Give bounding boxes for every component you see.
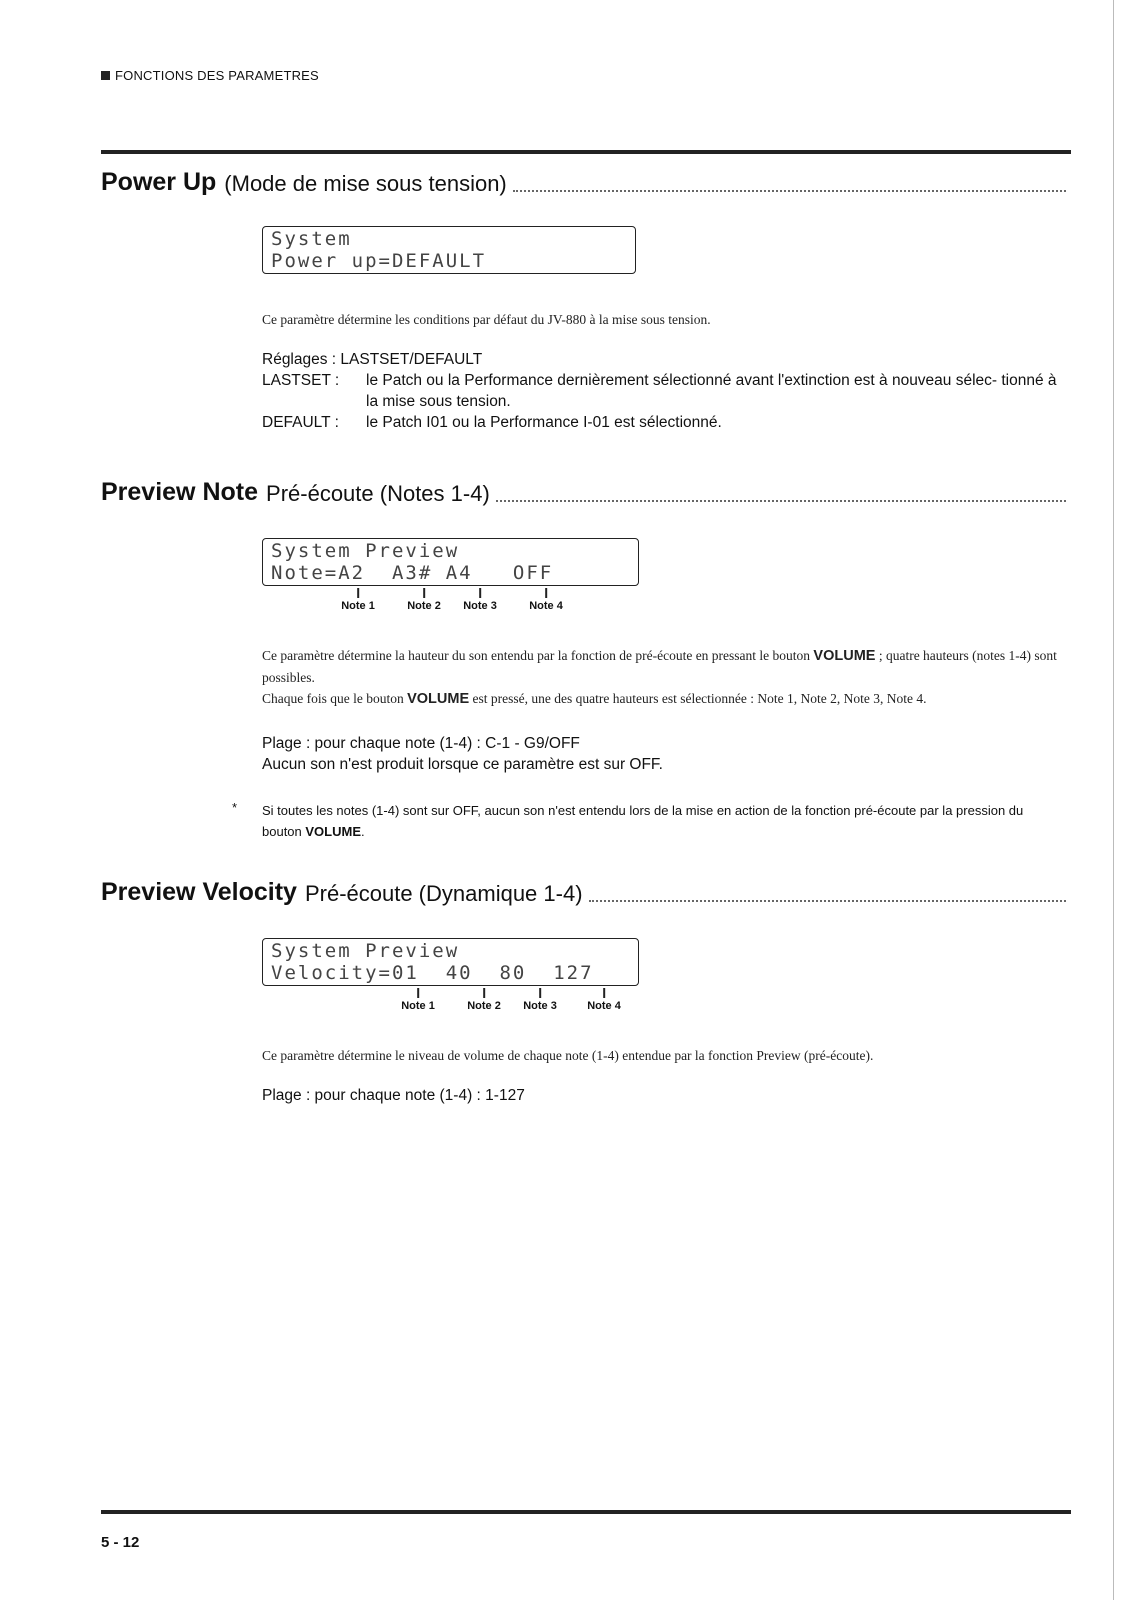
marker-tick xyxy=(417,988,419,998)
lcd-line-2: Power up=DEFAULT xyxy=(271,250,487,272)
marker-label: Note 4 xyxy=(587,1000,621,1012)
definition-row xyxy=(262,412,1062,433)
range-block xyxy=(262,733,1062,775)
marker-label: Note 1 xyxy=(401,1000,435,1012)
marker-tick xyxy=(479,588,481,598)
range-note: Aucun son n'est produit lorsque ce paramètre est sur OFF. xyxy=(262,756,663,773)
marker-label: Note 4 xyxy=(529,600,563,612)
lcd-line-2: Velocity=01 40 80 127 xyxy=(271,962,594,984)
lcd-display xyxy=(262,226,636,274)
bottom-rule xyxy=(101,1510,1071,1514)
text-span: Ce paramètre détermine la hauteur du son entendu par la fonction de pré-écoute en pressant le bouton xyxy=(262,648,814,663)
marker-label: Note 2 xyxy=(407,600,441,612)
definition-key: DEFAULT : xyxy=(262,414,339,431)
description-paragraph-2 xyxy=(262,688,1062,710)
dot-leader xyxy=(513,189,1066,192)
range-line: Plage : pour chaque note (1-4) : 1-127 xyxy=(262,1087,525,1104)
page-number: 5 - 12 xyxy=(101,1534,140,1551)
lcd-line-2: Note=A2 A3# A4 OFF xyxy=(271,562,554,584)
note-marker xyxy=(529,588,563,612)
description: Ce paramètre détermine les conditions par défaut du JV-880 à la mise sous tension. xyxy=(262,312,711,327)
note-marker xyxy=(463,588,497,612)
volume-keyword: VOLUME xyxy=(813,648,876,664)
text-span: Chaque fois que le bouton xyxy=(262,691,408,706)
marker-label: Note 3 xyxy=(463,600,497,612)
marker-label: Note 3 xyxy=(523,1000,557,1012)
section-title-sub: Pré-écoute (Dynamique 1-4) xyxy=(304,881,583,906)
description-paragraph-1 xyxy=(262,645,1062,688)
preview-velocity-title xyxy=(101,878,1066,907)
section-title-bold: Preview Note xyxy=(101,478,259,506)
volume-keyword: VOLUME xyxy=(407,691,470,707)
marker-tick xyxy=(539,988,541,998)
text-span: Si toutes les notes (1-4) sont sur OFF, aucun son n'est entendu lors de la mise en action de la fonction pré-écoute par la pression du bouton xyxy=(262,803,1024,839)
text-span: . xyxy=(361,824,365,839)
square-bullet-icon xyxy=(101,71,110,80)
section-title-bold: Power Up xyxy=(101,168,217,196)
settings-block xyxy=(262,349,1062,433)
definition-value: le Patch ou la Performance dernièrement sélectionné avant l'extinction est à nouveau sélec- tionné à la mise sous tension. xyxy=(366,372,1057,410)
settings-line: Réglages : LASTSET/DEFAULT xyxy=(262,351,483,368)
marker-tick xyxy=(423,588,425,598)
footnote xyxy=(262,800,1062,842)
definition-value: le Patch I01 ou la Performance I-01 est sélectionné. xyxy=(366,414,722,431)
text-span: est pressé, une des quatre hauteurs est sélectionnée : Note 1, Note 2, Note 3, Note 4. xyxy=(469,691,927,706)
section-title-sub: (Mode de mise sous tension) xyxy=(224,171,507,196)
marker-tick xyxy=(357,588,359,598)
note-marker xyxy=(341,588,375,612)
lcd-line-1: System Preview xyxy=(271,540,460,562)
text-span: ; quatre hauteurs (notes 1-4) sont possibles. xyxy=(262,648,1057,685)
section-title-sub: Pré-écoute (Notes 1-4) xyxy=(266,481,490,506)
dot-leader xyxy=(589,899,1066,902)
marker-tick xyxy=(545,588,547,598)
preview-note-title xyxy=(101,478,1066,507)
definition-row xyxy=(262,370,1062,412)
note-marker xyxy=(587,988,621,1012)
section-title-bold: Preview Velocity xyxy=(101,878,297,906)
description: Ce paramètre détermine le niveau de volume de chaque note (1-4) entendue par la fonction Preview (pré-écoute). xyxy=(262,1048,874,1063)
lcd-line-1: System Preview xyxy=(271,940,460,962)
footnote-bullet: * xyxy=(232,800,238,815)
note-marker xyxy=(401,988,435,1012)
lcd-display xyxy=(262,938,639,986)
note-marker xyxy=(523,988,557,1012)
marker-tick xyxy=(483,988,485,998)
lcd-line-1: System xyxy=(271,228,352,250)
volume-keyword: VOLUME xyxy=(305,824,361,839)
page-edge-line xyxy=(1113,0,1114,1600)
marker-tick xyxy=(603,988,605,998)
page-header xyxy=(101,68,319,83)
header-text: FONCTIONS DES PARAMETRES xyxy=(115,68,319,83)
marker-label: Note 2 xyxy=(467,1000,501,1012)
range-line: Plage : pour chaque note (1-4) : C-1 - G9/OFF xyxy=(262,735,580,752)
top-rule xyxy=(101,150,1071,154)
marker-label: Note 1 xyxy=(341,600,375,612)
power-up-title xyxy=(101,168,1066,197)
description xyxy=(262,645,1062,710)
lcd-display xyxy=(262,538,639,586)
dot-leader xyxy=(496,499,1066,502)
definition-key: LASTSET : xyxy=(262,372,340,389)
note-marker xyxy=(407,588,441,612)
note-marker xyxy=(467,988,501,1012)
